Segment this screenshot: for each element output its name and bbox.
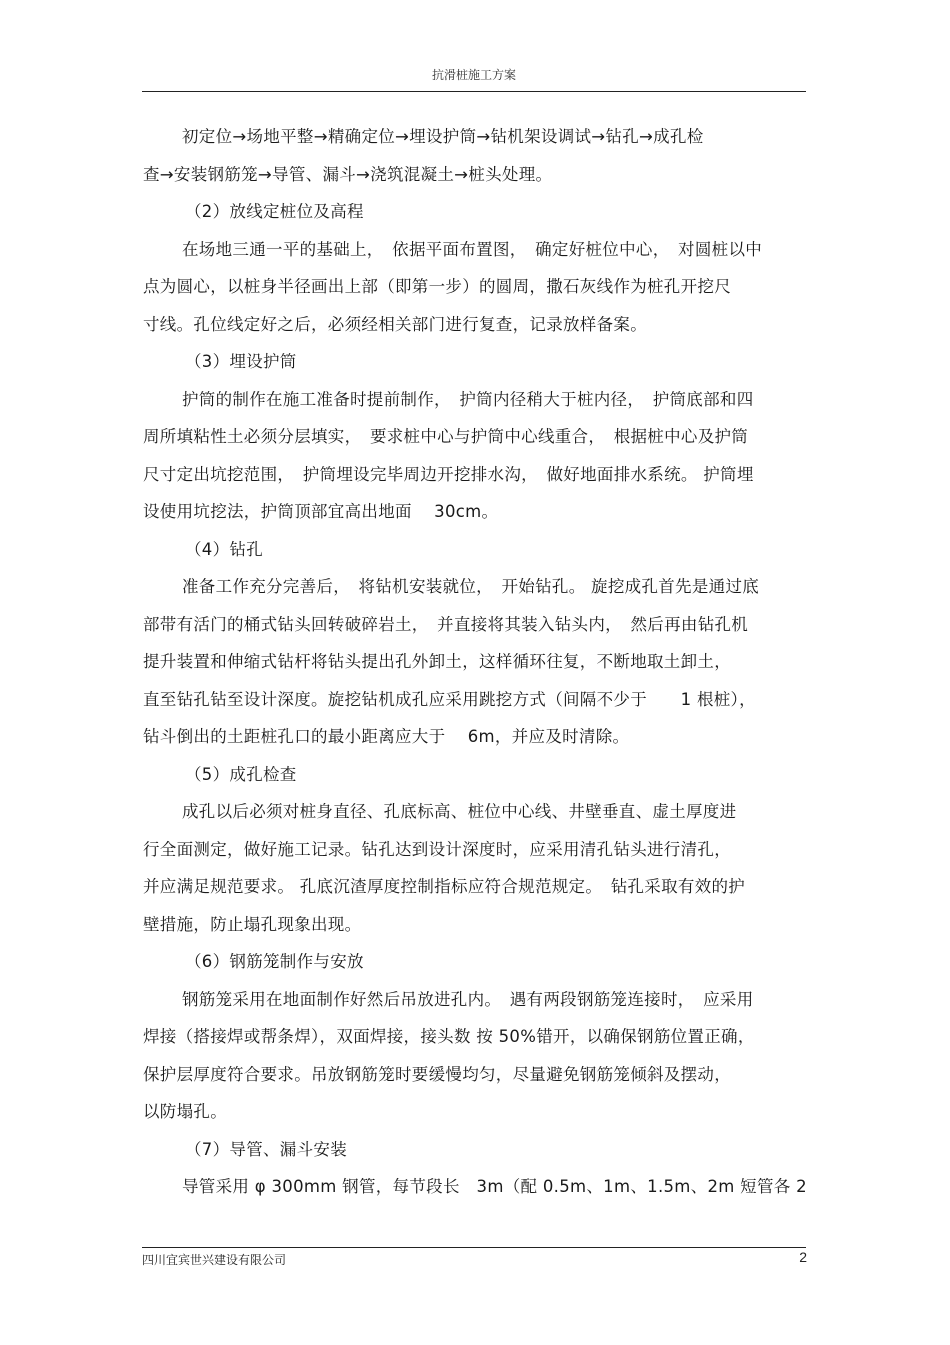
paragraph-line: 护筒的制作在施工准备时提前制作， 护筒内径稍大于桩内径， 护筒底部和四 xyxy=(182,389,754,409)
paragraph-line: 并应满足规范要求。 孔底沉渣厚度控制指标应符合规范规定。 钻孔采取有效的护 xyxy=(143,877,746,896)
footer-page-number: 2 xyxy=(799,1249,807,1265)
paragraph-line: 导管采用 φ 300mm 钢管，每节段长 3m（配 0.5m、1m、1.5m、2m 短管各 2 xyxy=(182,1177,807,1196)
footer-divider xyxy=(142,1247,806,1248)
paragraph-line: 尺寸定出坑挖范围， 护筒埋设完毕周边开挖排水沟， 做好地面排水系统。 护筒埋 xyxy=(143,464,754,484)
header-divider xyxy=(142,91,806,92)
paragraph-line: 寸线。孔位线定好之后，必须经相关部门进行复查，记录放样备案。 xyxy=(143,314,647,334)
page-header-title: 抗滑桩施工方案 xyxy=(431,68,516,82)
paragraph-line: 准备工作充分完善后， 将钻机安装就位， 开始钻孔。 旋挖成孔首先是通过底 xyxy=(182,577,760,596)
paragraph-line: 提升装置和伸缩式钻杆将钻头提出孔外卸土，这样循环往复，不断地取土卸土， xyxy=(143,652,731,671)
paragraph-line: 直至钻孔钻至设计深度。旋挖钻机成孔应采用跳挖方式（间隔不少于 1 根桩）， xyxy=(143,689,756,709)
paragraph-line: 部带有活门的桶式钻头回转破碎岩土， 并直接将其装入钻头内， 然后再由钻孔机 xyxy=(143,614,749,634)
paragraph-line: 焊接（搭接焊或帮条焊），双面焊接，接头数 按 50%错开，以确保钢筋位置正确， xyxy=(143,1027,755,1046)
paragraph-line: 查→安装钢筋笼→导管、漏斗→浇筑混凝土→桩头处理。 xyxy=(143,164,553,184)
section-heading: （3）埋设护筒 xyxy=(185,352,297,371)
section-heading: （5）成孔检查 xyxy=(185,764,297,784)
section-heading: （2）放线定桩位及高程 xyxy=(185,202,364,221)
paragraph-line: 周所填粘性土必须分层填实， 要求桩中心与护筒中心线重合， 根据桩中心及护筒 xyxy=(143,427,749,446)
paragraph-line: 壁措施，防止塌孔现象出现。 xyxy=(143,914,362,934)
paragraph-line: 钻斗倒出的土距桩孔口的最小距离应大于 6m，并应及时清除。 xyxy=(143,727,630,746)
paragraph-line: 以防塌孔。 xyxy=(143,1102,227,1121)
paragraph-line: 保护层厚度符合要求。吊放钢筋笼时要缓慢均匀，尽量避免钢筋笼倾斜及摆动， xyxy=(143,1064,731,1084)
paragraph-line: 在场地三通一平的基础上， 依据平面布置图， 确定好桩位中心， 对圆桩以中 xyxy=(182,239,763,259)
paragraph-line: 行全面测定，做好施工记录。钻孔达到设计深度时，应采用清孔钻头进行清孔， xyxy=(143,839,731,859)
section-heading: （7）导管、漏斗安装 xyxy=(185,1139,347,1159)
paragraph-line: 成孔以后必须对桩身直径、孔底标高、桩位中心线、井壁垂直、虚土厚度进 xyxy=(182,802,737,821)
paragraph-line: 设使用坑挖法，护筒顶部宜高出地面 30cm。 xyxy=(143,502,499,521)
footer-company-name: 四川宜宾世兴建设有限公司 xyxy=(142,1253,287,1267)
paragraph-line: 钢筋笼采用在地面制作好然后吊放进孔内。 遇有两段钢筋笼连接时， 应采用 xyxy=(182,989,754,1009)
paragraph-line: 点为圆心，以桩身半径画出上部（即第一步）的圆周，撒石灰线作为桩孔开挖尺 xyxy=(143,277,731,296)
paragraph-line: 初定位→场地平整→精确定位→埋设护筒→钻机架设调试→钻孔→成孔检 xyxy=(182,127,704,146)
section-heading: （4）钻孔 xyxy=(185,539,263,559)
document-body xyxy=(143,118,808,1206)
section-heading: （6）钢筋笼制作与安放 xyxy=(185,952,364,971)
